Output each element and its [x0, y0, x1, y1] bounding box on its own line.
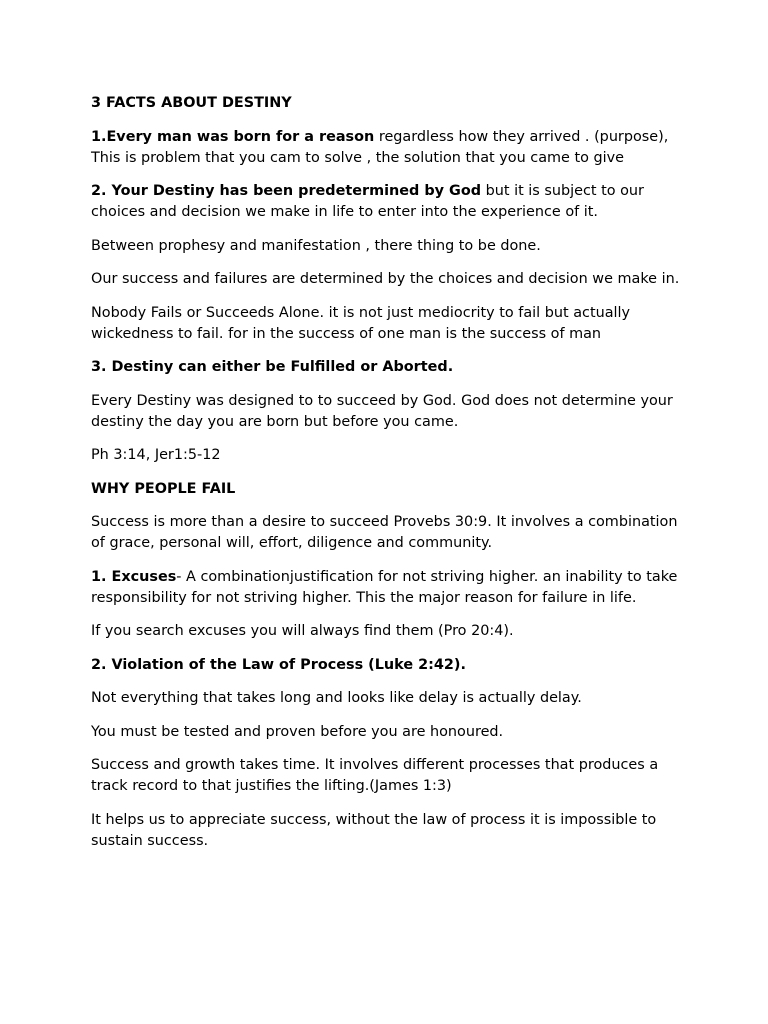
paragraph-not-delay: Not everything that takes long and looks like delay is actually delay.: [91, 690, 582, 706]
fact-3-heading: 3. Destiny can either be Fulfilled or Aborted.: [91, 359, 454, 375]
paragraph-prophesy: Between prophesy and manifestation , there thing to be done.: [91, 237, 541, 254]
paragraph-tested-proven: You must be tested and proven before you are honoured.: [91, 723, 504, 740]
paragraph-fact-1: [91, 127, 691, 169]
fact-2-heading: 2. Your Destiny has been predetermined by God: [91, 183, 482, 199]
paragraph-fact-2: [91, 181, 691, 223]
document-page: [91, 93, 691, 864]
paragraph-growth-time: Success and growth takes time. It involves different processes that produces a track record to that justifies the lifting.(James 1:3): [91, 757, 659, 794]
section-heading-why-fail: WHY PEOPLE FAIL: [91, 480, 236, 497]
fact-2-text: but it is subject to our choices and decision we make in life to enter into the experience of it.: [91, 183, 644, 220]
law-of-process-heading: 2. Violation of the Law of Process (Luke 2:42).: [91, 656, 466, 673]
paragraph-scripture-ref: Ph 3:14, Jer1:5-12: [91, 447, 221, 463]
fact-1-heading: 1.Every man was born for a reason: [91, 128, 375, 145]
document-title: 3 FACTS ABOUT DESTINY: [91, 95, 292, 111]
paragraph-success-failures: Our success and failures are determined by the choices and decision we make in.: [91, 271, 680, 287]
paragraph-fact-3: [91, 357, 691, 378]
fact-1-text: regardless how they arrived . (purpose), This is problem that you cam to solve , the solution that you came to give: [91, 128, 669, 166]
paragraph-nobody-fails: Nobody Fails or Succeeds Alone. it is not just mediocrity to fail but actually wickedness to fail. for in the success of one man is the success of man: [91, 304, 631, 342]
paragraph-search-excuses: If you search excuses you will always find them (Pro 20:4).: [91, 623, 514, 639]
paragraph-excuses: [91, 567, 691, 609]
paragraph-success-desire: Success is more than a desire to succeed Provebs 30:9. It involves a combination of grace, personal will, effort, diligence and community.: [91, 514, 678, 551]
paragraph-law-of-process: [91, 655, 691, 676]
excuses-text: - A combinationjustification for not striving higher. an inability to take responsibility for not striving higher. This the major reason for failure in life.: [91, 568, 678, 606]
paragraph-appreciate-success: It helps us to appreciate success, without the law of process it is impossible to sustain success.: [91, 811, 657, 849]
excuses-heading: 1. Excuses: [91, 568, 177, 585]
paragraph-every-destiny: Every Destiny was designed to to succeed by God. God does not determine your destiny the day you are born but before you came.: [91, 392, 673, 430]
